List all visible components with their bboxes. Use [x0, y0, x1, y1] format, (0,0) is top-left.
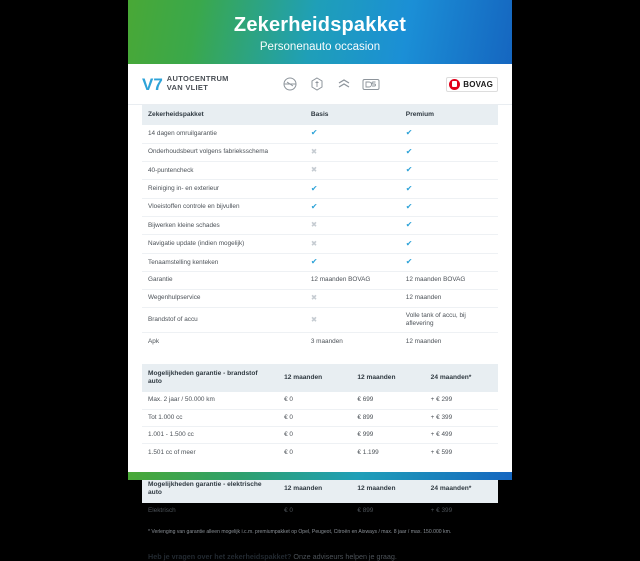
- premium-value: [400, 143, 498, 161]
- basis-value: [305, 253, 400, 271]
- basis-value: 12 maanden BOVAG: [310, 276, 371, 284]
- dealer-logo-line1: AUTOCENTRUM: [166, 74, 229, 84]
- price-extended: + € 499: [430, 431, 453, 439]
- table-row: [142, 307, 498, 332]
- basis-value: [305, 198, 400, 216]
- check-icon: ✔: [405, 257, 413, 267]
- table-row: [142, 503, 498, 519]
- make-logos: [281, 77, 380, 92]
- price-premium: € 699: [357, 396, 374, 404]
- basis-value: [305, 307, 400, 332]
- premium-value: 12 maanden: [405, 337, 442, 345]
- premium-value: [400, 217, 498, 235]
- premium-value: [400, 161, 498, 179]
- table-row: [142, 253, 498, 271]
- check-icon: ✔: [310, 128, 318, 138]
- bovag-logo: [446, 77, 498, 92]
- ds-logo: [362, 77, 380, 92]
- feature-label: Navigatie update (indien mogelijk): [148, 240, 245, 248]
- table-row: [142, 198, 498, 216]
- row-label: Max. 2 jaar / 50.000 km: [148, 396, 215, 404]
- col-fuel-title: Mogelijkheden garantie - brandstof auto: [142, 364, 278, 392]
- page-subtitle: Personenauto occasion: [259, 41, 381, 53]
- price-premium: € 1.199: [357, 448, 379, 456]
- table-row: [142, 333, 498, 350]
- table-row: [142, 444, 498, 461]
- premium-value: 12 maanden: [405, 294, 442, 302]
- premium-value: [400, 235, 498, 253]
- basis-value: [305, 235, 400, 253]
- col-fuel-3: 24 maanden*: [425, 364, 498, 392]
- check-icon: ✔: [310, 183, 318, 193]
- price-extended: + € 399: [430, 507, 453, 515]
- price-basis: € 0: [284, 507, 293, 515]
- bovag-mark-icon: [449, 79, 460, 90]
- basis-value: [305, 217, 400, 235]
- premium-value: 12 maanden BOVAG: [405, 276, 466, 284]
- dealer-logo-mark: V7: [142, 74, 163, 94]
- table-row: [142, 180, 498, 198]
- feature-label: 14 dagen omruilgarantie: [148, 129, 217, 137]
- basis-value: [305, 289, 400, 307]
- features-table-body: [142, 125, 498, 350]
- col-feature: Zekerheidspakket: [142, 105, 305, 125]
- footnote: * Verlenging van garantie alleen mogelijk i.c.m. premiumpakket op Opel, Peugeot, Citroën en Aixways / max. 8 jaar / max. 150.000 km.: [148, 528, 452, 535]
- price-basis: € 0: [284, 431, 293, 439]
- tables-area: [128, 105, 512, 561]
- opel-logo: [281, 77, 299, 92]
- feature-label: Garantie: [148, 276, 173, 284]
- table-row: [142, 289, 498, 307]
- table-row: [142, 426, 498, 443]
- premium-value: [400, 253, 498, 271]
- basis-value: 3 maanden: [310, 337, 343, 345]
- price-extended: + € 399: [430, 413, 453, 421]
- cross-icon: ✖: [310, 238, 318, 248]
- col-electric-3: 24 maanden*: [425, 475, 498, 503]
- basis-value: [305, 125, 400, 143]
- footer-bar: [128, 472, 512, 480]
- section-spacer: [142, 350, 498, 364]
- basis-value: [305, 161, 400, 179]
- feature-label: Onderhoudsbeurt volgens fabrieksschema: [148, 148, 269, 156]
- cta-answer: Onze adviseurs helpen je graag.: [291, 552, 397, 561]
- price-basis: € 0: [284, 396, 293, 404]
- cross-icon: ✖: [310, 220, 318, 230]
- col-electric-1: 12 maanden: [278, 475, 351, 503]
- check-icon: ✔: [405, 220, 413, 230]
- features-table-head: [142, 105, 498, 125]
- cta-question: Heb je vragen over het zekerheidspakket?: [148, 552, 292, 561]
- table-row: [142, 217, 498, 235]
- check-icon: ✔: [405, 238, 413, 248]
- col-premium: Premium: [400, 105, 498, 125]
- row-label: 1.501 cc of meer: [148, 448, 196, 456]
- electric-warranty-table: [142, 475, 498, 520]
- fuel-warranty-table: [142, 364, 498, 461]
- row-label: Tot 1.000 cc: [148, 413, 183, 421]
- col-electric-2: 12 maanden: [351, 475, 424, 503]
- basis-value: [305, 143, 400, 161]
- flyer-page: [128, 0, 512, 561]
- table-row: [142, 392, 498, 409]
- price-premium: € 899: [357, 507, 374, 515]
- col-fuel-2: 12 maanden: [351, 364, 424, 392]
- table-row: [142, 125, 498, 143]
- premium-value: [400, 180, 498, 198]
- page-title: Zekerheidspakket: [233, 14, 407, 36]
- feature-label: Tenaamstelling kenteken: [148, 258, 219, 266]
- peugeot-logo: [308, 77, 326, 92]
- fuel-table-body: [142, 392, 498, 461]
- cross-icon: ✖: [310, 292, 318, 302]
- contact-cta: [142, 536, 498, 561]
- logo-strip: [128, 64, 512, 105]
- check-icon: ✔: [310, 257, 318, 267]
- check-icon: ✔: [405, 146, 413, 156]
- price-extended: + € 299: [430, 396, 453, 404]
- col-electric-title: Mogelijkheden garantie - elektrische auto: [142, 475, 278, 503]
- citroen-logo: [335, 77, 353, 92]
- feature-label: Bijwerken kleine schades: [148, 221, 220, 229]
- features-table: [142, 105, 498, 350]
- cross-icon: ✖: [310, 314, 318, 324]
- table-row: [142, 143, 498, 161]
- dealer-logo-line2: VAN VLIET: [166, 83, 209, 92]
- col-basis: Basis: [305, 105, 400, 125]
- price-premium: € 999: [357, 431, 374, 439]
- table-header-row: [142, 364, 498, 392]
- feature-label: Brandstof of accu: [148, 316, 198, 324]
- basis-value: [305, 180, 400, 198]
- dealer-logo-text: [167, 75, 229, 92]
- price-extended: + € 599: [430, 448, 453, 456]
- premium-value: [400, 198, 498, 216]
- check-icon: ✔: [310, 201, 318, 211]
- dealer-logo: [142, 75, 229, 92]
- feature-label: Vloeistoffen controle en bijvullen: [148, 203, 240, 211]
- premium-value: [400, 125, 498, 143]
- table-row: [142, 409, 498, 426]
- feature-label: 40-puntencheck: [148, 166, 194, 174]
- feature-label: Reiniging in- en exterieur: [148, 185, 220, 193]
- premium-value: Volle tank of accu, bij aflevering: [405, 312, 466, 328]
- price-basis: € 0: [284, 413, 293, 421]
- cross-icon: ✖: [310, 146, 318, 156]
- feature-label: Apk: [148, 337, 160, 345]
- col-fuel-1: 12 maanden: [278, 364, 351, 392]
- price-premium: € 899: [357, 413, 374, 421]
- table-header-row: [142, 105, 498, 125]
- row-label: 1.001 - 1.500 cc: [148, 431, 194, 439]
- table-row: [142, 235, 498, 253]
- row-label: Elektrisch: [148, 507, 176, 515]
- electric-table-body: [142, 503, 498, 519]
- table-row: [142, 161, 498, 179]
- price-basis: € 0: [284, 448, 293, 456]
- fuel-table-head: [142, 364, 498, 392]
- header-banner: [128, 0, 512, 64]
- check-icon: ✔: [405, 165, 413, 175]
- check-icon: ✔: [405, 201, 413, 211]
- check-icon: ✔: [405, 128, 413, 138]
- cross-icon: ✖: [310, 165, 318, 175]
- table-row: [142, 272, 498, 289]
- check-icon: ✔: [405, 183, 413, 193]
- bovag-label: BOVAG: [463, 79, 493, 89]
- feature-label: Wegenhulpservice: [148, 294, 201, 302]
